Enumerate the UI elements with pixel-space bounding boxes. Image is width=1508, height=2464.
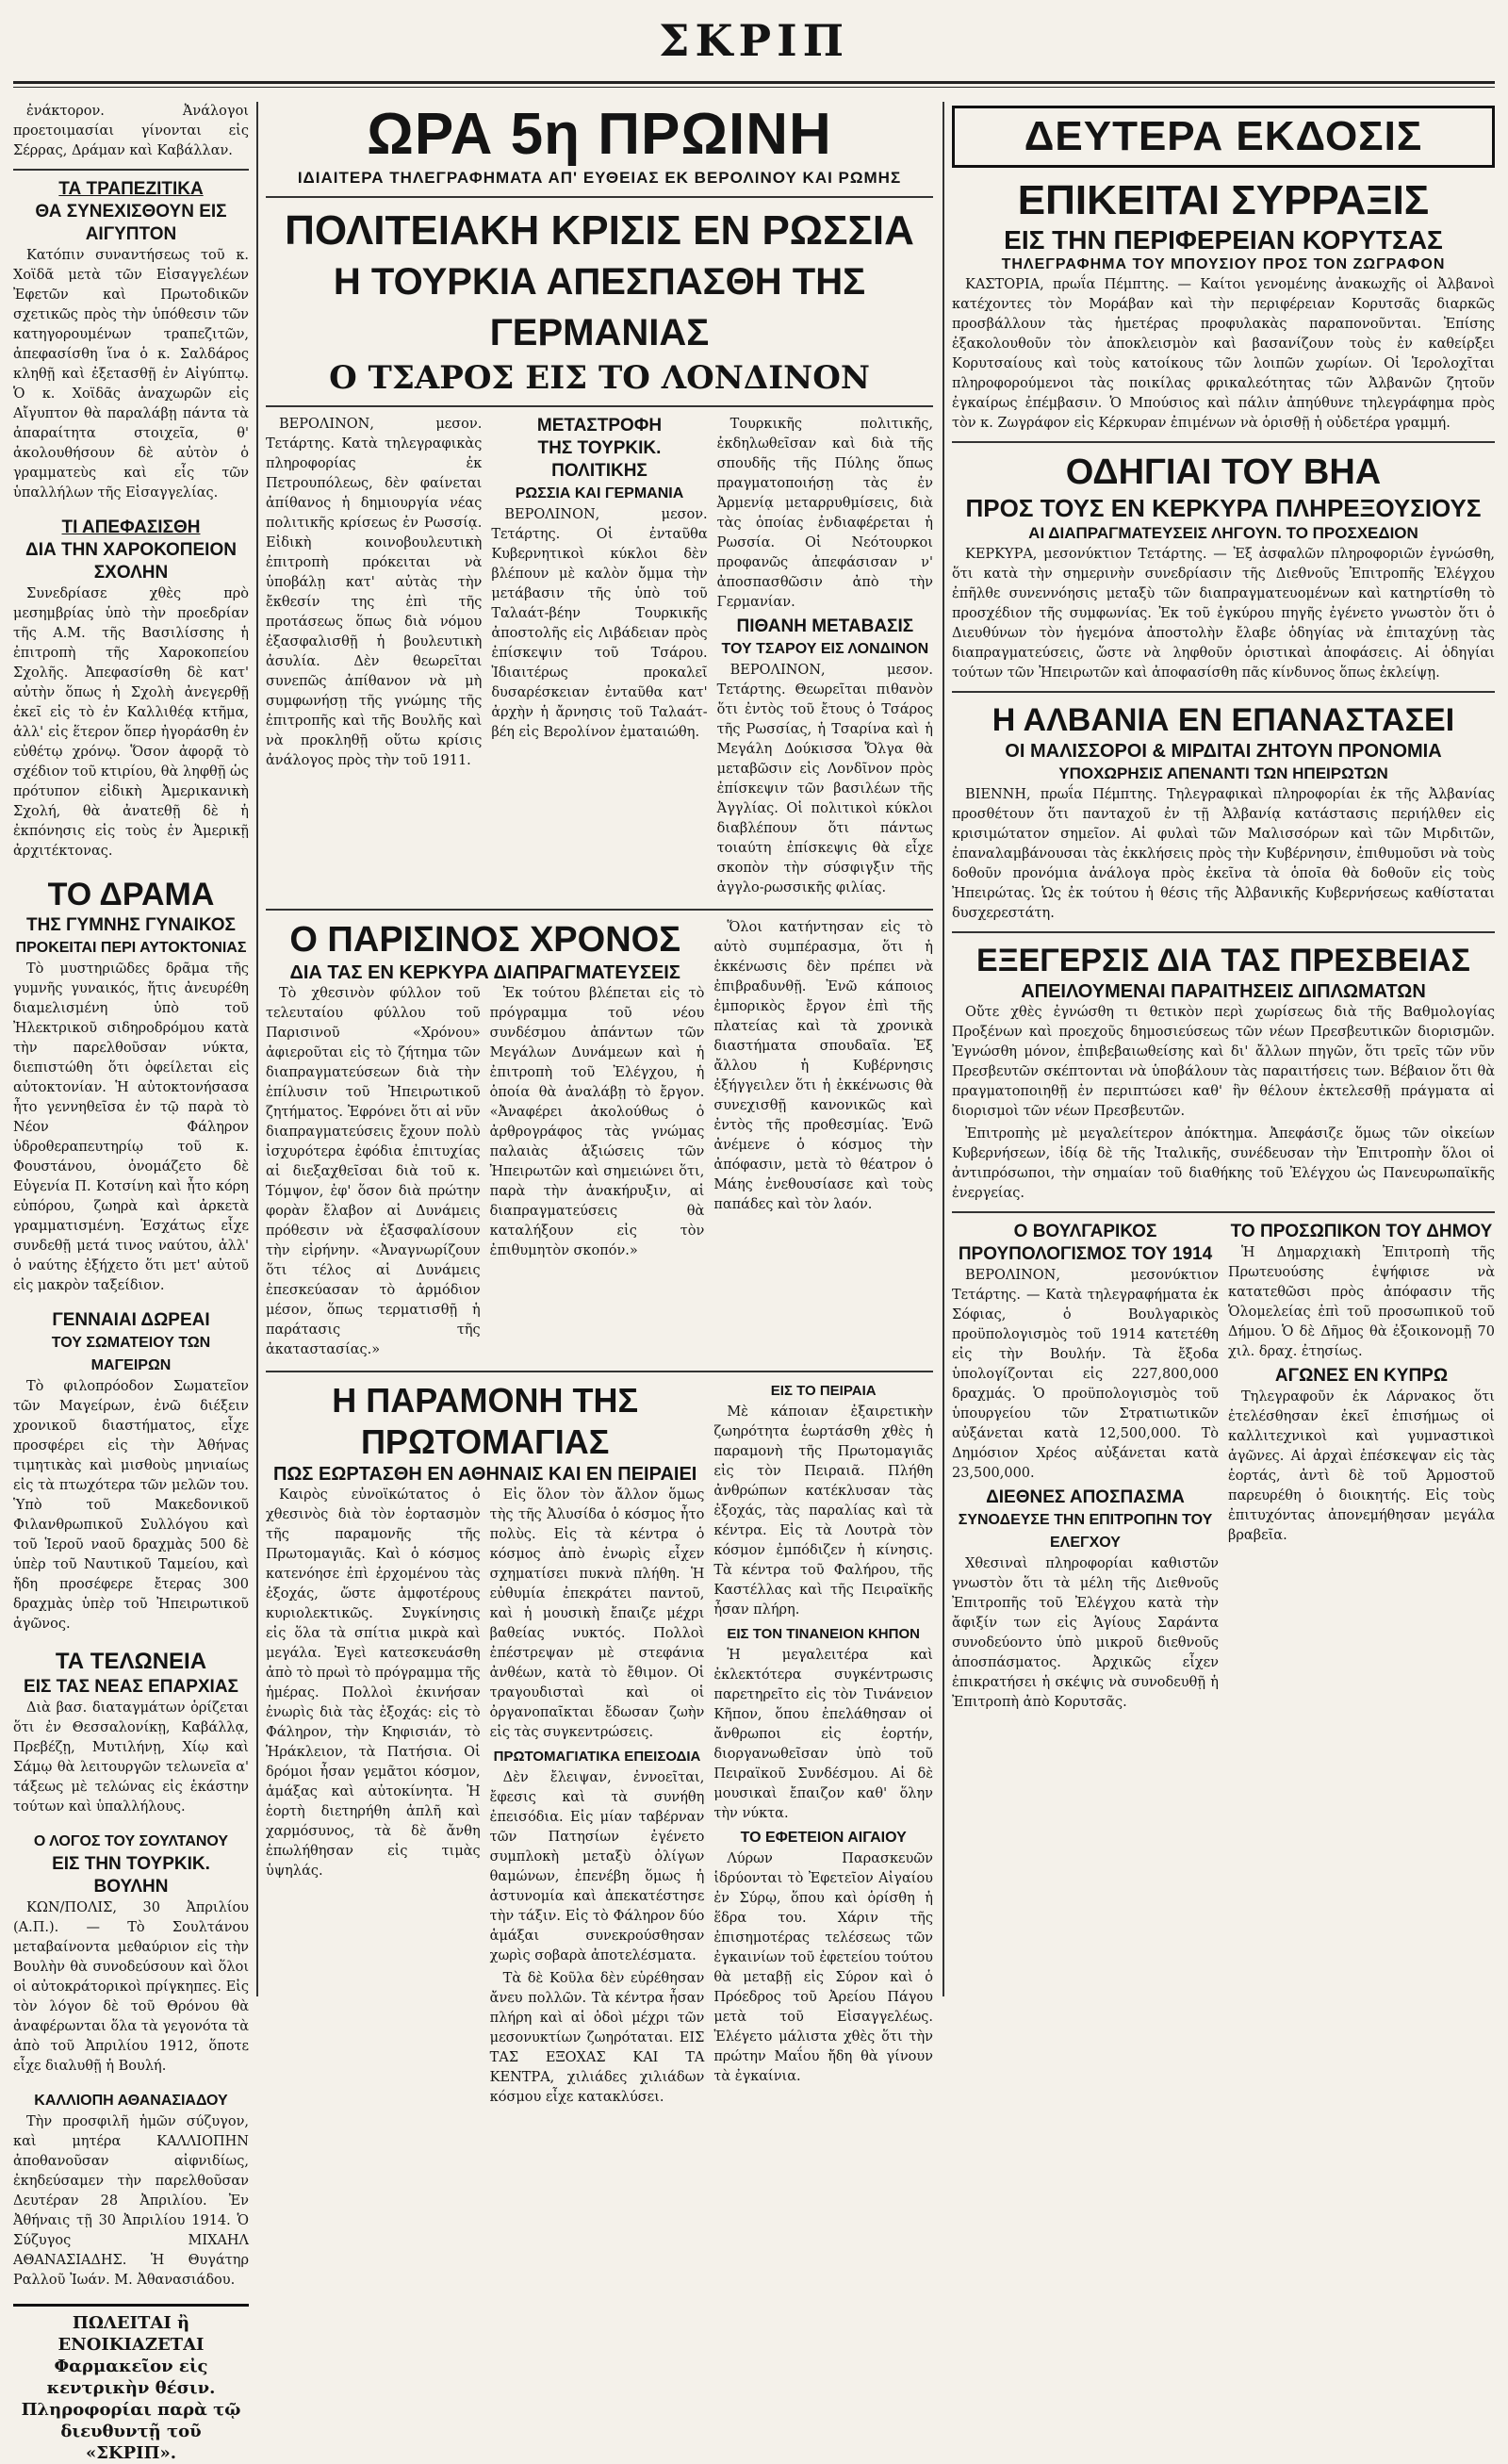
article-subtitle: ΑΠΕΙΛΟΥΜΕΝΑΙ ΠΑΡΑΙΤΗΣΕΙΣ ΔΙΠΛΩΜΑΤΩΝ (1021, 981, 1426, 1002)
article-doreai (13, 1309, 249, 1634)
article-title-line2: ΤΗΣ ΤΟΥΡΚΙΚ. ΠΟΛΙΤΙΚΗΣ (537, 438, 662, 481)
article-body: Οὔτε χθὲς ἐγνώσθη τι θετικὸν περὶ χωρίσεως διὰ τῆς Βαθμολογίας Προξένων καὶ προεχοῦς δημοσιεύσεως τῶν νέων Πρεσβευτικῶν διορισμῶν. Ἐγνώσθη μόνον, ἐπιβεβαιωθείσης καὶ δι' ἄλλων πηγῶν, ὅτι τρεῖς τῶν νῦν Πρεσβευτῶν σκέπτονται νὰ ὑποβάλουν τὰς παραιτήσεις των. Βέβαιον ὅτι θὰ πραγματοποιηθῇ ἐν περιπτώσει καθ' ἣν θέλουν ἐκτελεσθῇ πράγματα αἱ διορισμοὶ τῶν νέων Πρεσβευτῶν. (952, 1005, 1495, 1119)
classified-ad: ΠΩΛΕΙΤΑΙ ἢ ΕΝΟΙΚΙΑΖΕΤΑΙ Φαρμακεῖον εἰς κεντρικὴν θέσιν. Πληροφορίαι παρὰ τῷ διευθυντῇ τοῦ «ΣΚΡΙΠ». (13, 2304, 249, 2464)
article-title: Ο ΠΑΡΙΣΙΝΟΣ ΧΡΟΝΟΣ (289, 920, 680, 960)
article-body: Ἡ Δημαρχιακὴ Ἐπιτροπὴ τῆς Πρωτευούσης ἐψήφισε νὰ κατατεθῶσι πρὸς ἀπόφασιν τῆς Ὁλομελείας ἐπὶ τοῦ προσωπικοῦ τοῦ Δήμου. Ὁ δὲ Δῆμος θὰ ἐξοικονομῇ 70 χιλ. δραχ. ἐτησίως. (1228, 1245, 1495, 1359)
masthead: ΣΚΡΙΠ (658, 15, 850, 66)
article-body: Κατόπιν συναντήσεως τοῦ κ. Χοϊδᾶ μετὰ τῶν Εἰσαγγελέων Ἐφετῶν καὶ Πρωτοδικῶν σχετικῶς πρὸς τὴν ὑπόθεσιν τῶν κατηγορουμένων τραπεζιτῶν, ἀπεφασίσθη ἵνα ὁ κ. Σαλδάρος κληθῇ καὶ ἐξετασθῇ ἐν Αἰγύπτῳ. Ὁ κ. Χοϊδᾶς ἀναχωρῶν εἰς Αἴγυπτον θὰ παραλάβῃ πάντα τὰ ἀπαραίτητα στοιχεῖα, θ' ἀκολουθήσουν δὲ αὐτὸν ὁ γραμματεὺς καὶ εἷς τῶν ὑπαλλήλων τῆς Εἰσαγγελίας. (13, 248, 249, 501)
obituary-body: Τὴν προσφιλῆ ἡμῶν σύζυγον, καὶ μητέρα ΚΑΛΛΙΟΠΗΝ ἀποθανοῦσαν αἰφνιδίως, ἐκηδεύσαμεν τὴν παρελθοῦσαν Δευτέραν 28 Ἀπριλίου. Ἐν Ἀθήναις τῇ 30 Ἀπριλίου 1914. Ὁ Σύζυγος ΜΙΧΑΗΛ ΑΘΑΝΑΣΙΑΔΗΣ. Ἡ Θυγάτηρ Ραλλοῦ Ἰωάν. Μ. Ἀθανασιάδου. (13, 2114, 249, 2288)
article-subtitle: ΤΟΥ ΤΣΑΡΟΥ ΕΙΣ ΛΟΝΔΙΝΟΝ (721, 641, 929, 657)
article-body: ΒΕΡΟΛΙΝΟΝ, μεσον. Τετάρτης. Θεωρεῖται πιθανὸν ὅτι ἐντὸς τοῦ ἔτους ὁ Τσάρος τῆς Ρωσσίας, ἡ Τσαρίνα καὶ ἡ Μεγάλη Δούκισσα Ὄλγα θὰ μεταβῶσιν εἰς Λονδῖνον πρὸς ἐπίσκεψιν τῶν βασιλέων τῆς Ἀγγλίας. Οἱ πολιτικοὶ κύκλοι διαβλέπουν ὅτι πάντως τοιαύτη ἐπίσκεψις θὰ εἶχε σκοπὸν τὴν σύσφιγξιν τῆς ἀγγλο-ρωσσικῆς φιλίας. (716, 663, 933, 895)
article-title: ΠΙΘΑΝΗ ΜΕΤΑΒΑΣΙΣ (736, 616, 914, 636)
article-subtitle: ΠΡΟΥΠΟΛΟΓΙΣΜΟΣ ΤΟΥ 1914 (958, 1244, 1213, 1264)
headline-russia: ΠΟΛΙΤΕΙΑΚΗ ΚΡΙΣΙΣ ΕΝ ΡΩΣΣΙΑ (285, 207, 914, 254)
article-title: ΤΑ ΤΡΑΠΕΖΙΤΙΚΑ (58, 179, 204, 199)
article-title: ΕΞΕΓΕΡΣΙΣ ΔΙΑ ΤΑΣ ΠΡΕΣΒΕΙΑΣ (976, 943, 1470, 978)
article-body: Ἐπιτροπὴς μὲ μεγαλείτερον ἀπόκτημα. Ἀπεφάσιζε ὅμως τῶν οἰκείων Κυβερνήσεων, ἰδίᾳ δὲ τῆς Ἰταλικῆς, συνέδευσαν τὴν Ἐπιτροπὴν ὅλοι οἱ ἀντιπρόσωποι, τὴν σημαίαν τοῦ διαθήκης τοῦ Ἐλέγχου ὡς Πανευρωπαϊκῆς ἐνεργείας. (952, 1126, 1495, 1201)
center-column (266, 102, 933, 2105)
article-subtitle: ΟΙ ΜΑΛΙΣΣΟΡΟΙ & ΜΙΡΔΙΤΑΙ ΖΗΤΟΥΝ ΠΡΟΝΟΜΙΑ (1005, 741, 1442, 762)
article-body: ΚΑΣΤΟΡΙΑ, πρωΐα Πέμπτης. — Καίτοι γενομένης ἀνακωχῆς οἱ Ἀλβανοὶ κατέχοντες τὸν Μοράβαν καὶ τὴν περιφέρειαν Κορυτσᾶς διαρκῶς προσβάλλουν τὰς ἡμετέρας προφυλακὰς παραπονοῦνται. Ἐπίσης ἐξακολουθοῦν τὸν ἀποκλεισμὸν καὶ βασανίζουν τοὺς ἐν καθείρξει Κορυτσαίους καὶ τοὺς κατοίκους τῶν λοιπῶν χωρίων. Οἱ Ἱερολοχῖται πληροφορούμενοι τὰς ποικίλας φρικαλεότητας τῶν Ἀλβανῶν ζητοῦν ἐγκαίρως ἐπέμβασιν. Ὁ Μπούσιος καὶ πάλιν ἀπηύθυνε τηλεγράφημα πρὸς τὸν κ. Ζωγράφον εἰς Κέρκυραν ἐπιμένων νὰ ὁρισθῇ ἡ οὐδετέρα γραμμή. (952, 277, 1495, 431)
article-trapezitika (13, 178, 249, 503)
article-xarokopeion (13, 517, 249, 862)
left-column (13, 102, 249, 2463)
article-title: ΠΡΩΤΟΜΑΓΙΑΤΙΚΑ ΕΠΕΙΣΟΔΙΑ (493, 1749, 701, 1765)
mayday-section (266, 1380, 933, 2111)
article-body: Τὰ δὲ Κοῦλα δὲν εὑρέθησαν ἄνευ πολλῶν. Τὰ κέντρα ἦσαν πλήρη καὶ αἱ ὁδοὶ μέχρι τῶν μεσονυκτίων ζωηρόταται. ΕΙΣ ΤΑΣ ΕΞΟΧΑΣ ΚΑΙ ΤΑ ΚΕΝΤΡΑ, χιλιάδες χιλιάδων κόσμου εἶχε κατακλύσει. (489, 1971, 705, 2105)
article-drama (13, 875, 249, 1296)
article-subtitle: ΘΑ ΣΥΝΕΧΙΣΘΟΥΝ ΕΙΣ ΑΙΓΥΠΤΟΝ (35, 202, 227, 244)
article-body: Τὸ μυστηριῶδες δρᾶμα τῆς γυμνῆς γυναικός, ἥτις ἀνευρέθη διαμελισμένη ὑπὸ τοῦ Ἠλεκτρικοῦ σιδηροδρόμου κατὰ τὴν παρελθοῦσαν νύκτα, διεπιστώθη ὅτι ὀφείλεται εἰς αὐτοκτονίαν. Ἡ αὐτοκτονήσασα ἦτο γεννηθεῖσα ἐν τῷ παρὰ τὸ Νέον Φάληρον ὑδροθεραπευτηρίῳ τοῦ κ. Φουστάνου, ὀνομάζετο δὲ Εὐγενία Π. Κοτσίνη καὶ ἦτο κόρη εὐπόρου, ζωηρὰ καὶ ἀρκετὰ γραμματισμένη. Ἐσχάτως εἶχε συνδεθῇ μετά τινος ναύτου, ἀλλ' ὁ ναύτης ἐξήχετο ὅτι μετ' αὐτοῦ εἰς μακρὸν ταξείδιον. (13, 961, 249, 1293)
article-subtitle: ΣΥΝΟΔΕΥΣΕ ΤΗΝ ΕΠΙΤΡΟΠΗΝ ΤΟΥ ΕΛΕΓΧΟΥ (958, 1512, 1213, 1551)
headline-tsar: Ο ΤΣΑΡΟΣ ΕΙΣ ΤΟ ΛΟΝΔΙΝΟΝ (329, 359, 870, 397)
article-title: ΕΙΣ ΤΟΝ ΤΙΝΑΝΕΙΟΝ ΚΗΠΟΝ (727, 1626, 920, 1642)
article-subtitle: ΡΩΣΣΙΑ ΚΑΙ ΓΕΡΜΑΝΙΑ (515, 485, 684, 501)
article-title-line2: ΤΗΣ ΓΥΜΝΗΣ ΓΥΝΑΙΚΟΣ (26, 915, 236, 935)
article-subtitle-2: ΥΠΟΧΩΡΗΣΙΣ ΑΠΕΝΑΝΤΙ ΤΩΝ ΗΠΕΙΡΩΤΩΝ (1058, 764, 1388, 782)
headline-clash: ΕΠΙΚΕΙΤΑΙ ΣΥΡΡΑΞΙΣ (1017, 177, 1430, 223)
article-title: ΤΟ ΠΡΟΣΩΠΙΚΟΝ ΤΟΥ ΔΗΜΟΥ (1230, 1222, 1493, 1241)
article-body: ΒΙΕΝΝΗ, πρωΐα Πέμπτης. Τηλεγραφικαὶ πληροφορίαι ἐκ τῆς Ἀλβανίας προσθέτουν ὅτι πανταχοῦ ἐν τῇ Ἀλβανίᾳ κατάστασις περιήλθεν εἰς κρισιμώτατον σημεῖον. Αἱ φυλαὶ τῶν Μαλισσόρων καὶ τῶν Μιρδιτῶν, ἐπαναλαμβάνουσαι τὰς ἐκκλήσεις πρὸς τὴν Κυβέρνησιν, ἐπιθυμοῦσι νὰ τοὺς δοθοῦν προνόμια ἀνάλογα πρὸς ἐκεῖνα τὰ ὁποῖα θὰ δοθοῦν εἰς τοὺς Ἠπειρώτας. Ὡς ἐκ τούτου ἡ θέσις τῆς Ἀλβανικῆς Κυβερνήσεως καθίσταται δυσχερεστάτη. (952, 787, 1495, 921)
center-main-title: ΩΡΑ 5η ΠΡΩΙΝΗ (367, 102, 832, 167)
article-body: Διὰ βασ. διαταγμάτων ὁρίζεται ὅτι ἐν Θεσσαλονίκῃ, Καβάλλᾳ, Πρεβέζῃ, Μυτιλήνῃ, Χίῳ καὶ Σάμῳ θὰ λειτουργῶν τελωνεῖα α' τάξεως μὲ τελώνας εἰς ἑκάστην τούτων καὶ ὑπαλλήλους. (13, 1700, 249, 1815)
article-title: ΟΔΗΓΙΑΙ ΤΟΥ ΒΗΑ (1065, 452, 1382, 492)
article-body: ΒΕΡΟΛΙΝΟΝ, μεσονύκτιον Τετάρτης. — Κατὰ τηλεγραφήματα ἐκ Σόφιας, ὁ Βουλγαρικὸς προϋπολογισμὸς τοῦ 1914 κατετέθη εἰς τὴν Βουλήν. Τὰ ἔξοδα ὑπολογίζονται εἰς 227,800,000 δραχμάς. Ὁ προϋπολογισμὸς τοῦ ὑπουργείου τῶν Στρατιωτικῶν αὐξάνεται κατὰ 12,500,000. Τὸ Δημόσιον Χρέος αὐξάνεται κατὰ 23,500,000. (952, 1268, 1219, 1481)
headline-telegram: ΤΗΛΕΓΡΑΦΗΜΑ ΤΟΥ ΜΠΟΥΣΙΟΥ ΠΡΟΣ ΤΟΝ ΖΩΓΡΑΦΟΝ (1001, 256, 1446, 272)
article-body: Δὲν ἔλειψαν, ἐννοεῖται, ἔφεσις καὶ τὰ συνήθη ἐπεισόδια. Εἰς μίαν ταβέρναν τῶν Πατησίων ἐγένετο συμπλοκὴ μεταξὺ ὀλίγων θαμώνων, ἐπενέβη ὅμως ἡ ἀστυνομία καὶ ἀπεκατέστησε τὴν τάξιν. Εἰς τὸ Φάληρον δύο ἁμάξαι συνεκρούσθησαν χωρὶς σοβαρὰ ἀποτελέσματα. (489, 1770, 705, 1963)
headline-korytsa: ΕΙΣ ΤΗΝ ΠΕΡΙΦΕΡΕΙΑΝ ΚΟΡΥΤΣΑΣ (1004, 225, 1443, 255)
article-subtitle: ΔΙΑ ΤΑΣ ΕΝ ΚΕΡΚΥΡΑ ΔΙΑΠΡΑΓΜΑΤΕΥΣΕΙΣ (289, 962, 680, 983)
article-body: Ὅλοι κατήντησαν εἰς τὸ αὐτὸ συμπέρασμα, ὅτι ἡ ἐκκένωσις δὲν πρέπει νὰ ἐπιβραδυνθῇ. Ἐνῶ κάποιος ἐμπορικὸς ἔργον ἐπὶ τῆς πλατείας καὶ τὰ χρονικὰ διαστήματα σπουδαῖα. Ἐξ ἄλλου ἡ Κυβέρνησις ἐξήγγειλεν ὅτι ἡ ἐκκένωσις θὰ συνεχισθῇ κανονικῶς καὶ ἐντὸς τῆς προθεσμίας. Ἐνῶ ἀνέμενε ὁ κόσμος τὴν ἀπόφασιν, μετὰ τὸ θέατρον ὁ Μάης ἐνεθουσίασε καὶ τοὺς παπάδες καὶ τὸν λαόν. (713, 920, 933, 1212)
second-edition-title: ΔΕΥΤΕΡΑ ΕΚΔΟΣΙΣ (952, 106, 1495, 168)
article-body: ΒΕΡΟΛΙΝΟΝ, μεσον. Τετάρτης. Κατὰ τηλεγραφικὰς πληροφορίας ἐκ Πετρουπόλεως, δὲν φαίνεται ἀπίθανος ἡ δημιουργία νέας πολιτικῆς κρίσεως ἐν Ρωσσίᾳ. Εἰδικὴ κοινοβουλευτικὴ ἐπιτροπὴ πρόκειται νὰ ὑποβάλῃ κατ' αὐτὰς τὴν ἔκθεσίν της ἐπὶ τῆς προτάσεως ὅπως διὰ νόμου ἐξασφαλισθῇ ἡ βουλευτικὴ ἀσυλία. Δὲν θεωρεῖται συνεπῶς ἀπίθανον νὰ μὴ συμφωνήσῃ τῆς γνώμης τῆς ἐπιτροπῆς καὶ τῆς Βουλῆς καὶ νὰ προκληθῇ οὕτω κρίσις ἀνάλογος πρὸς τὴν τοῦ 1911. (266, 417, 483, 768)
article-body: ΒΕΡΟΛΙΝΟΝ, μεσον. Τετάρτης. Οἱ ἐνταῦθα Κυβερνητικοὶ κύκλοι δὲν βλέπουν μὲ καλὸν ὄμμα τὴν μετάβασιν τῆς ὑπὸ τοῦ Ταλαάτ-βέην Τουρκικῆς ἀποστολῆς εἰς Λιβάδειαν πρὸς ἐπίσκεψιν τοῦ Τσάρου. Ἰδιαιτέρως προκαλεῖ δυσαρέσκειαν ἐνταῦθα κατ' ἀρχὴν ἡ ἄρνησις τοῦ Ταλαάτ-βέη εἰς Βερολίνον ἐματαιώθη. (491, 507, 708, 740)
article-body: Τὸ χθεσινὸν φύλλον τοῦ τελευταίου φύλλου τοῦ Παρισινοῦ «Χρόνου» ἀφιεροῦται εἰς τὸ ζήτημα τῶν διαπραγματεύσεων διὰ τὴν ἐπίλυσιν τοῦ Ἠπειρωτικοῦ ζητήματος. Ἐφρόνει ὅτι αἱ νῦν διαπραγματεύσεις ἔχουν πολὺ ἰσχυρότερα ἐφόδια ἐπιτυχίας αἱ διεξαχθεῖσαι διὰ τοῦ κ. Τόμψον, ἐφ' ὅσον διὰ πρώτην φορὰν ἔλαβον αἱ Δυνάμεις πρόθεσιν νὰ ἐξασφαλίσουν τὴν εἰρήνην. «Ἀναγνωρίζουν ὅτι τέλος αἱ Δυνάμεις ἐπεσκεύασαν τὸ ἀρμόδιον μέσον, ὅπως τερματισθῇ ἡ παράτασις τῆς ἀκαταστασίας.» (266, 986, 481, 1357)
article-title: ΜΕΤΑΣΤΡΟΦΗ (536, 416, 663, 435)
article-title: ΤΑ ΤΕΛΩΝΕΙΑ (55, 1649, 207, 1674)
center-subtitle: ΙΔΙΑΙΤΕΡΑ ΤΗΛΕΓΡΑΦΗΜΑΤΑ ΑΠ' ΕΥΘΕΙΑΣ ΕΚ ΒΕΡΟΛΙΝΟΥ ΚΑΙ ΡΩΜΗΣ (297, 169, 902, 187)
article-body: Καιρὸς εὐνοϊκώτατος ὁ χθεσινὸς διὰ τὸν ἑορτασμὸν τῆς παραμονῆς τῆς Πρωτομαγιᾶς. Καὶ ὁ κόσμος κατενόησε ἐπὶ ἐρχομένου τὰς ἐξοχάς, ὥστε ἀμφοτέρους κυριολεκτικῶς. Συγκίνησις εἰς ὅλα τὰ σπίτια μικρὰ καὶ μεγάλα. Ἐγεὶ κατεσκευάσθη ἀπὸ τὸ πρωὶ τὸ πρόγραμμα τῆς ἡμέρας. Πολλοὶ ἐκινήσαν ἐνωρὶς διὰ τὰς ἐξοχάς: εἰς τὸ Φάληρον, τὴν Κηφισιάν, τὸ Ἡράκλειον, τὰ Πατήσια. Οἱ δρόμοι ἦσαν γεμᾶτοι κόσμον, ἁμάξας καὶ αὐτοκίνητα. Ἡ ἑορτὴ διετηρήθη ἁπλῆ καὶ χαρμόσυνος, τὰ δὲ ἄνθη ἐπωλήθησαν εἰς τιμὰς ὑψηλάς. (266, 1487, 481, 1879)
headline-turkey: Η ΤΟΥΡΚΙΑ ΑΠΕΣΠΑΣΘΗ ΤΗΣ ΓΕΡΜΑΝΙΑΣ (333, 261, 866, 353)
article-title: ΤΟ ΔΡΑΜΑ (47, 877, 215, 912)
article-title: ΓΕΝΝΑΙΑΙ ΔΩΡΕΑΙ (52, 1310, 210, 1330)
article-title: Ο ΛΟΓΟΣ ΤΟΥ ΣΟΥΛΤΑΝΟΥ (33, 1833, 229, 1849)
article-subtitle: ΤΟΥ ΣΩΜΑΤΕΙΟΥ ΤΩΝ ΜΑΓΕΙΡΩΝ (51, 1335, 211, 1373)
article-title: ΤΙ ΑΠΕΦΑΣΙΣΘΗ (61, 517, 201, 537)
article-title: Η ΠΑΡΑΜΟΝΗ ΤΗΣ ΠΡΩΤΟΜΑΓΙΑΣ (332, 1381, 639, 1461)
article-subtitle: ΠΩΣ ΕΩΡΤΑΣΘΗ ΕΝ ΑΘΗΝΑΙΣ ΚΑΙ ΕΝ ΠΕΙΡΑΙΕΙ (272, 1464, 697, 1485)
obituary (13, 2090, 249, 2291)
article-telonia (13, 1648, 249, 1817)
article-title: ΤΟ ΕΦΕΤΕΙΟΝ ΑΙΓΑΙΟΥ (740, 1830, 907, 1846)
article-title: Ο ΒΟΥΛΓΑΡΙΚΟΣ (1013, 1222, 1157, 1241)
right-column (952, 102, 1495, 1996)
article-body: Συνεδρίασε χθὲς πρὸ μεσημβρίας ὑπὸ τὴν προεδρίαν τῆς Α.Μ. τῆς Βασιλίσσης ἡ ἐπιτροπὴ τῆς Χαροκοπείου Σχολῆς. Ἀπεφασίσθη δὲ κατ' αὐτὴν ὅπως ἡ Σχολὴ ἀνεγερθῇ ἐκεῖ εἰς τὸ ἐν Καλλιθέᾳ κτῆμα, ἀλλ' εἰς ἕτερον ὅπερ ἠγοράσθη ἐν εὐθέτῳ χρόνῳ. Ὅσον ἀφορᾷ τὸ σχέδιον τοῦ κτιρίου, θὰ ληφθῇ ὡς πρότυπον εἰδικὴ Ἀμερικανικὴ Σχολή, θὰ ἀνατεθῇ δὲ ἡ ἐκπόνησις εἰς τοὺς ἐν Ἀμερικῇ ἀρχιτέκτονας. (13, 586, 249, 859)
right-bottom-section (952, 1221, 1495, 1716)
article-body: Τὸ φιλοπρόοδον Σωματεῖον τῶν Μαγείρων, ἐνῶ διέξειν χρονικοῦ διαστήματος, εἶχε προσφέρει εἰς τὴν Ἀθήνας τιμητικὰς καὶ μισθοὺς μηνιαίως εἰς τὰ πτωχότερα τῶν μελῶν του. Ὑπὸ τοῦ Μακεδονικοῦ Φιλανθρωπικοῦ Συλλόγου καὶ τοῦ Ἱεροῦ ναοῦ δραχμὰς 500 δὲ ὑπὲρ τοῦ Ναυτικοῦ Ταμείου, καὶ ἤδη προσέφερε ἔτερας 300 δραχμὰς ὑπὲρ τοῦ Ἠπειρωτικοῦ ἀγῶνος. (13, 1379, 249, 1632)
article-body: Ἡ μεγαλειτέρα καὶ ἐκλεκτότερα συγκέντρωσις παρετηρεῖτο εἰς τὸν Τινάνειον Κῆπον, ὅπου ἐπελάθησαν οἱ ἄνθρωποι εἰς ἑορτήν, διοργανωθεῖσαν ὑπὸ τοῦ Πειραϊκοῦ Συνδέσμου. Αἱ δὲ μουσικαὶ ἔπαιζον καθ' ὅλην τὴν νύκτα. (713, 1648, 933, 1821)
article-body: ΚΩΝ/ΠΟΛΙΣ, 30 Ἀπριλίου (Α.Π.). — Τὸ Σουλτάνου μεταβαίνοντα μεθαύριον εἰς τὴν Βουλὴν θὰ συνοδεύσουν καὶ ὅλοι οἱ αὐτοκράτορικοὶ πρίγκηπες. Εἰς τὸν λόγον δὲ τοῦ Θρόνου θὰ ἀναφέρωνται ὅλα τὰ γεγονότα τὰ ἀπὸ τοῦ Ἀπριλίου 1912, ὅποτε εἶχε διαλυθῇ ἡ Βουλή. (13, 1900, 249, 2074)
article-body: Τηλεγραφοῦν ἐκ Λάρνακος ὅτι ἐτελέσθησαν ἐκεῖ ἐπισήμως οἱ καλλιτεχνικοὶ καὶ γυμναστικοὶ ἀγῶνες. Αἱ ἀρχαὶ ἐπέσκεψαν εἰς τὰς ἑορτάς, ἀντὶ δὲ τοῦ Ἀρμοστοῦ παρευρέθη ὁ διοικητής. Εἰς τοὺς ἐπιτυχόντας ἀπονεμήθησαν μεγάλα βραβεῖα. (1228, 1389, 1495, 1543)
article-title: ΑΓΩΝΕΣ ΕΝ ΚΥΠΡΩ (1274, 1366, 1449, 1386)
article-body: Τουρκικῆς πολιτικῆς, ἐκδηλωθεῖσαν καὶ διὰ τῆς σπουδῆς τῆς Πύλης ὅπως πραγματοποιήσῃ τὰς ἐν Ἀρμενίᾳ μεταρρυθμίσεις, διὰ τὰς ὁποίας ἐνδιαφέρεται ἡ Ρωσσία. Οἱ Νεότουρκοι προφανῶς ἀπεφάσισαν ν' ἀποσπασθῶσιν ἀπὸ τὴν Γερμανίαν. (716, 417, 933, 610)
article-soultanos (13, 1831, 249, 2077)
article-subtitle: ΠΡΟΣ ΤΟΥΣ ΕΝ ΚΕΡΚΥΡΑ ΠΛΗΡΕΞΟΥΣΙΟΥΣ (965, 494, 1482, 522)
article-subtitle: ΕΙΣ ΤΑΣ ΝΕΑΣ ΕΠΑΡΧΙΑΣ (24, 1677, 238, 1697)
article-body: Χθεσιναὶ πληροφορίαι καθιστῶν γνωστὸν ὅτι τὰ μέλη τῆς Διεθνοῦς Ἐπιτροπῆς τοῦ Ἐλέγχου κατὰ τὴν ἄφιξίν των εἰς Ἁγίους Σαράντα συνοδεύοντο ὑπὸ μικροῦ διεθνοῦς ἀποσπάσματος. Ἀρχικῶς εἶχεν ἐπικρατήσει ἡ σκέψις νὰ συνοδευθῇ ἡ Ἐπιτροπὴ ἀπὸ Κορυτσᾶς. (952, 1556, 1219, 1710)
column-rule-right (942, 102, 944, 1996)
article-body: Ἐκ τούτου βλέπεται εἰς τὸ πρόγραμμα τοῦ νέου συνδέσμου ἀπάντων τῶν Μεγάλων Δυνάμεων καὶ ἡ ἐπιτροπὴ τοῦ Ἐλέγχου, ἡ ὁποία θὰ ἀναλάβῃ τὸ ἔργον. «Ἀναφέρει ἀκολούθως ὁ ἀρθρογράφος τὰς γνώμας παλαιὰς ἀξιώσεις τῶν Ἠπειρωτῶν καὶ σημειώνει ὅτι, παρὰ τὴν ἀνακήρυξιν, αἱ διαπραγματεύσεις θὰ καταλήξουν εἰς τὸν ἐπιθυμητὸν σκοπόν.» (489, 986, 705, 1258)
article-subtitle-2: ΑΙ ΔΙΑΠΡΑΓΜΑΤΕΥΣΕΙΣ ΛΗΓΟΥΝ. ΤΟ ΠΡΟΣΧΕΔΙΟΝ (1028, 524, 1418, 542)
russia-articles (266, 415, 933, 901)
article-body: Μὲ κάποιαν ἐξαιρετικὴν ζωηρότητα ἑωρτάσθη χθὲς ἡ παραμονὴ τῆς Πρωτομαγιᾶς εἰς τὸν Πειραιᾶ. Πλήθη ἀνθρώπων κατέκλυσαν τὰς ἐξοχάς, τὰς παραλίας καὶ τὰ κέντρα. Εἰς τὰ Λουτρὰ τὸν κόσμον ἐμπόδιζεν ἡ κίνησις. Τὰ κέντρα τοῦ Φαλήρου, τῆς Καστέλλας καὶ τῆς Πειραϊκῆς ἦσαν πλήρη. (713, 1404, 933, 1618)
article-subtitle: ΔΙΑ ΤΗΝ ΧΑΡΟΚΟΠΕΙΟΝ ΣΧΟΛΗΝ (25, 540, 237, 583)
article-subtitle: ΕΙΣ ΤΗΝ ΤΟΥΡΚΙΚ. ΒΟΥΛΗΝ (52, 1854, 210, 1897)
article-title: Η ΑΛΒΑΝΙΑ ΕΝ ΕΠΑΝΑΣΤΑΣΕΙ (992, 702, 1455, 738)
article-body: ΚΕΡΚΥΡΑ, μεσονύκτιον Τετάρτης. — Ἐξ ἀσφαλῶν πληροφοριῶν ἐγνώσθη, ὅτι κατὰ τὴν σημερινὴν συνεδρίασιν τῆς Διεθνοῦς Ἐπιτροπῆς Ἐλέγχου ἐπῆλθε συνεννόησις μεταξὺ τῶν διαπραγματευομένων καὶ κατηρτίσθη τὸ προσχέδιον τῆς συμφωνίας. Ἐκ τοῦ ἐγκύρου πηγῆς ἐγένετο γνωστὸν ὅτι ὁ Διευθύνων τὸν ἡγεμόνα ἀποστολὴν ἔλαβε ὁδηγίας νὰ ἐπιταχύνῃ τὰς διαπραγματεύσεις, ὥστε νὰ ληφθοῦν ὁριστικαὶ ἀποφάσεις. Αἱ ὁδηγίαι τούτων τῶν Ἠπειρωτῶν καὶ ἀποφασίσθη πᾶς κίνδυνος ὅπως ἐκλείψῃ. (952, 547, 1495, 681)
masthead-rule-thin (13, 87, 1495, 88)
column-rule-left (256, 102, 258, 1996)
parisian-section (266, 918, 933, 1363)
article-title: ΔΙΕΘΝΕΣ ΑΠΟΣΠΑΣΜΑ (986, 1487, 1185, 1507)
masthead-rule (13, 81, 1495, 84)
left-intro: ἐνάκτορον. Ἀνάλογοι προετοιμασίαι γίνονται εἰς Σέρρας, Δράμαν καὶ Καβάλλαν. (13, 104, 249, 158)
obituary-title: ΚΑΛΛΙΟΠΗ ΑΘΑΝΑΣΙΑΔΟΥ (34, 2093, 228, 2109)
article-body: Λύρων Παρασκευῶν ἱδρύονται τὸ Ἐφετεῖον Αἰγαίου ἐν Σύρῳ, ὅπου καὶ ὁρίσθη ἡ ἕδρα του. Χάριν τῆς ἐπισημοτέρας τελέσεως τῶν ἐγκαινίων τοῦ ἐφετείου τούτου θὰ μεταβῇ εἰς Σύρον καὶ ὁ Πρόεδρος τοῦ Ἀρείου Πάγου μετὰ τοῦ Εἰσαγγελέως. Ἐλέγετο μάλιστα χθὲς ὅτι τὴν πρώτην Μαΐου ἤδη θὰ γίνουν τὰ ἐγκαίνια. (713, 1851, 933, 2084)
article-subtitle: ΠΡΟΚΕΙΤΑΙ ΠΕΡΙ ΑΥΤΟΚΤΟΝΙΑΣ (15, 940, 247, 956)
article-body: Εἰς ὅλον τὸν ἄλλον ὅμως τὴς τῆς Ἀλυσίδα ὁ κόσμος ἦτο πολὺς. Εἰς τὰ κέντρα ὁ κόσμος ἀπὸ ἐνωρὶς εἶχεν σχηματίσει πυκνὰ πλήθη. Ἡ εὐθυμία ἐπεκράτει παντοῦ, καὶ ἡ μουσικὴ ἔπαιζε μέχρι βαθείας νυκτός. Πολλοὶ ἐπέστρεψαν μὲ στεφάνια ἀνθέων, κατὰ τὸ ἔθιμον. Οἱ τραγουδισταὶ καὶ οἱ ὀργανοπαῖκται ἔδωσαν ζωὴν εἰς τὰς συγκεντρώσεις. (489, 1487, 705, 1740)
article-title: ΕΙΣ ΤΟ ΠΕΙΡΑΙΑ (770, 1383, 877, 1399)
